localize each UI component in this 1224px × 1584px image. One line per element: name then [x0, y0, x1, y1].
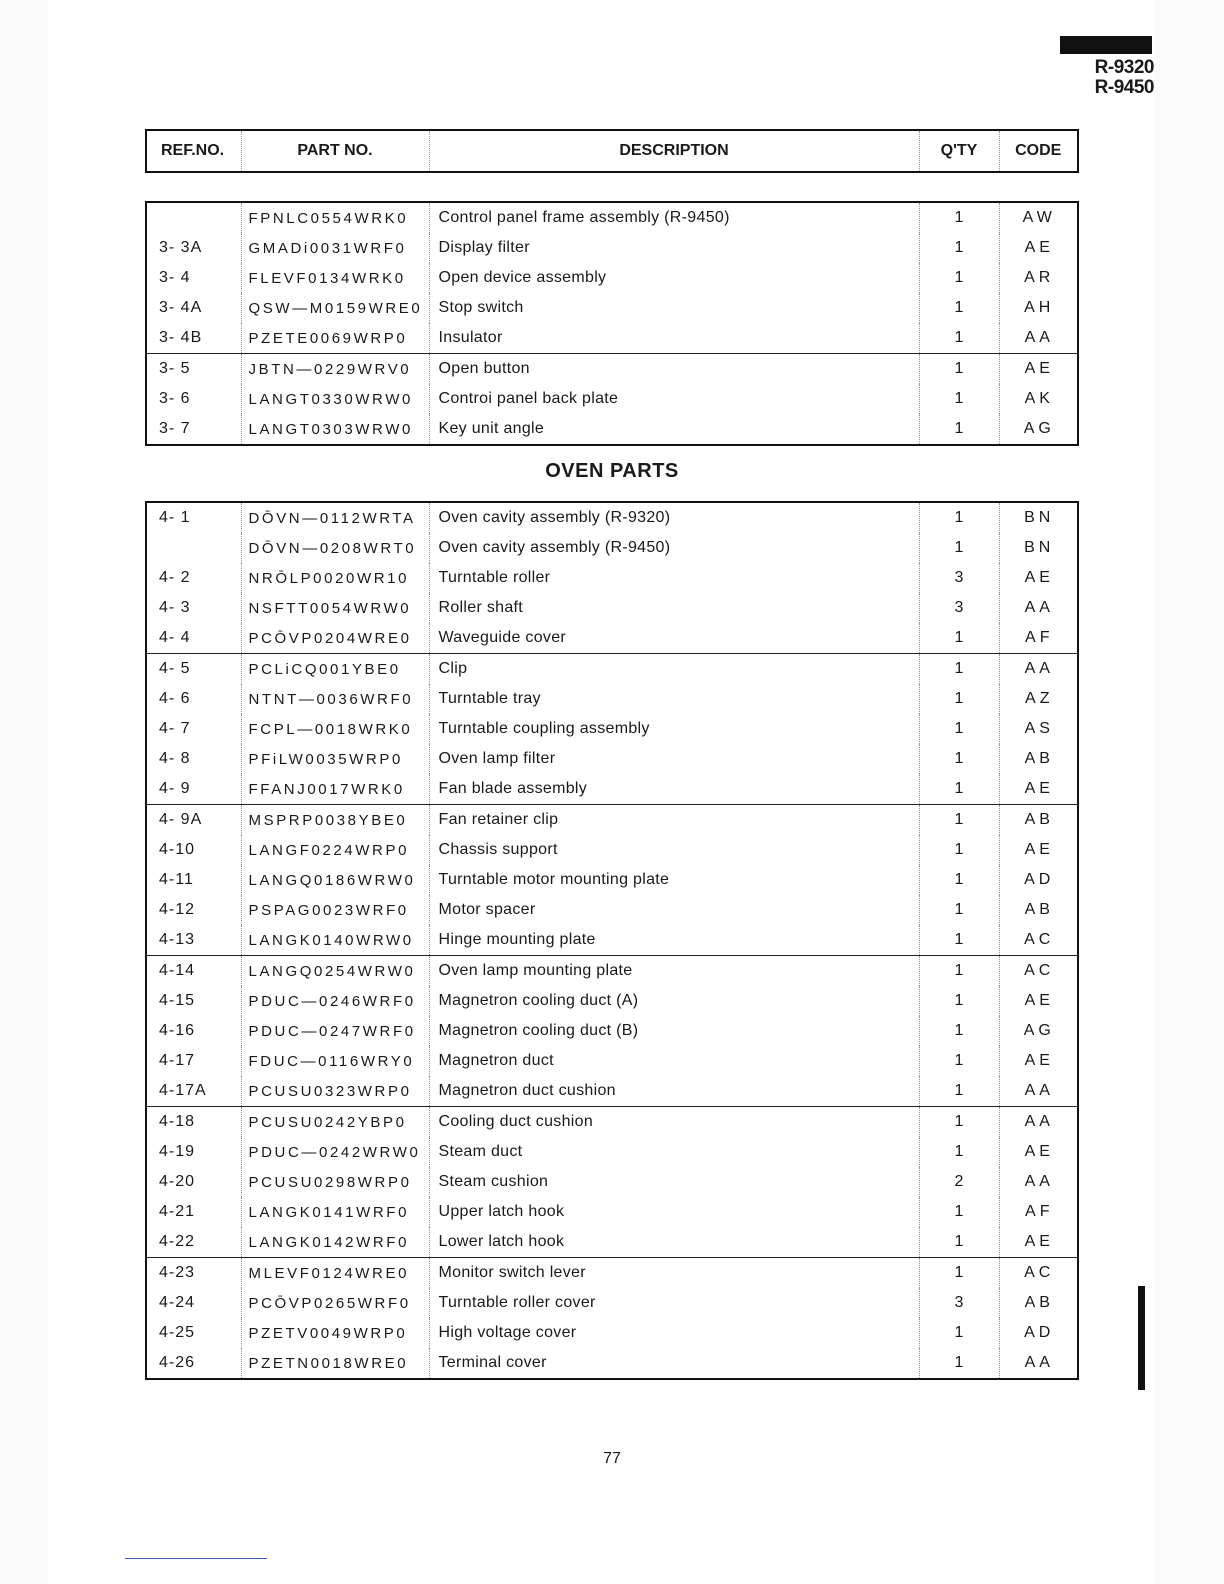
price-code-cell: AG — [999, 414, 1078, 445]
description-cell: Fan blade assembly — [429, 774, 919, 805]
quantity-cell: 3 — [919, 563, 999, 593]
part-no-cell: LANGK0142WRF0 — [241, 1227, 429, 1258]
table-row — [146, 714, 1078, 744]
ref-no-cell: 4- 2 — [159, 569, 191, 586]
model-number: R-9320 — [1094, 57, 1154, 78]
ref-no-cell: 4- 9A — [146, 805, 241, 836]
quantity-cell: 1 — [919, 1107, 999, 1138]
column-header-row — [146, 130, 1078, 172]
quantity-cell: 1 — [919, 1258, 999, 1289]
description-cell: Waveguide cover — [429, 623, 919, 654]
description-cell: Insulator — [429, 323, 919, 354]
part-no-cell: MSPRP0038YBE0 — [241, 805, 429, 836]
description-cell: Oven cavity assembly (R-9320) — [429, 502, 919, 533]
part-no-cell: PZETV0049WRP0 — [241, 1318, 429, 1348]
quantity-cell: 1 — [919, 1016, 999, 1046]
oven-parts-table — [145, 501, 1079, 1380]
description-cell: Clip — [429, 654, 919, 685]
price-code-cell: AA — [999, 1107, 1078, 1138]
quantity-cell: 1 — [919, 1318, 999, 1348]
table-row — [146, 1046, 1078, 1076]
quantity-cell: 1 — [919, 202, 999, 233]
ref-no-cell: 4-22 — [159, 1233, 196, 1250]
price-code-cell: AA — [999, 323, 1078, 354]
quantity-cell: 1 — [919, 293, 999, 323]
description-cell: Upper latch hook — [429, 1197, 919, 1227]
ref-no-cell: 4-21 — [159, 1203, 196, 1220]
table-row — [146, 384, 1078, 414]
price-code-cell: AF — [999, 1197, 1078, 1227]
ref-no-cell: 4-15 — [159, 992, 196, 1009]
ref-no-cell: 4- 3 — [159, 599, 191, 616]
price-code-cell: AB — [999, 744, 1078, 774]
ref-no-cell: 4- 1 — [159, 509, 191, 526]
price-code-cell: AE — [999, 986, 1078, 1016]
quantity-cell: 1 — [919, 354, 999, 385]
quantity-cell: 1 — [919, 233, 999, 263]
quantity-cell: 1 — [919, 623, 999, 654]
table-row — [146, 533, 1078, 563]
ref-no-cell: 4-10 — [159, 841, 196, 858]
price-code-cell: AE — [999, 354, 1078, 385]
table-row — [146, 744, 1078, 774]
table-row — [146, 1107, 1078, 1138]
ref-no-cell — [146, 533, 241, 563]
part-no-cell: NSFTT0054WRW0 — [241, 593, 429, 623]
ref-no-cell: 3- 5 — [146, 354, 241, 385]
description-cell: Monitor switch lever — [429, 1258, 919, 1289]
model-numbers — [1074, 58, 1154, 98]
ref-no-cell: 4-12 — [159, 901, 196, 918]
part-no-cell: PCŌVP0204WRE0 — [241, 623, 429, 654]
quantity-cell: 1 — [919, 684, 999, 714]
part-no-cell: LANGF0224WRP0 — [241, 835, 429, 865]
price-code-cell: AE — [999, 1046, 1078, 1076]
price-code-cell: AK — [999, 384, 1078, 414]
ref-no-cell: 4-13 — [159, 931, 196, 948]
description-cell: Control panel frame assembly (R-9450) — [429, 202, 919, 233]
price-code-cell: AS — [999, 714, 1078, 744]
ref-no-cell: 4-25 — [159, 1324, 196, 1341]
description-cell: Turntable roller cover — [429, 1288, 919, 1318]
description-cell: Oven cavity assembly (R-9450) — [429, 533, 919, 563]
table-row — [146, 502, 1078, 533]
price-code-cell: AB — [999, 1288, 1078, 1318]
part-no-cell: LANGK0140WRW0 — [241, 925, 429, 956]
price-code-cell: BN — [999, 533, 1078, 563]
page-edge — [0, 0, 48, 1584]
description-cell: Chassis support — [429, 835, 919, 865]
ref-no-cell: 4-20 — [159, 1173, 196, 1190]
price-code-cell: AD — [999, 865, 1078, 895]
description-cell: Motor spacer — [429, 895, 919, 925]
part-no-cell: FLEVF0134WRK0 — [241, 263, 429, 293]
part-no-cell: QSW—M0159WRE0 — [241, 293, 429, 323]
table-row — [146, 1227, 1078, 1258]
description-cell: Display filter — [429, 233, 919, 263]
description-cell: Oven lamp mounting plate — [429, 956, 919, 987]
ref-no-cell: 4- 9 — [159, 780, 191, 797]
table-row — [146, 1348, 1078, 1379]
quantity-cell: 1 — [919, 1197, 999, 1227]
table-row — [146, 986, 1078, 1016]
part-no-cell: PDUC—0242WRW0 — [241, 1137, 429, 1167]
part-no-cell: DŌVN—0208WRT0 — [241, 533, 429, 563]
price-code-cell: AA — [999, 1348, 1078, 1379]
ref-no-cell: 4-16 — [159, 1022, 196, 1039]
corner-index-bar — [1060, 36, 1152, 54]
table-row — [146, 925, 1078, 956]
table-row — [146, 1258, 1078, 1289]
quantity-cell: 1 — [919, 986, 999, 1016]
table-row — [146, 354, 1078, 385]
table-row — [146, 1137, 1078, 1167]
description-cell: Cooling duct cushion — [429, 1107, 919, 1138]
ref-no-cell: 4-14 — [146, 956, 241, 987]
description-cell: Steam duct — [429, 1137, 919, 1167]
part-no-cell: LANGT0303WRW0 — [241, 414, 429, 445]
part-no-cell: NRŌLP0020WR10 — [241, 563, 429, 593]
ref-no-cell: 3- 4A — [159, 299, 203, 316]
header-ref-no: REF.NO. — [161, 142, 225, 159]
price-code-cell: AC — [999, 956, 1078, 987]
table-row — [146, 865, 1078, 895]
quantity-cell: 1 — [919, 925, 999, 956]
ref-no-cell: 4-24 — [159, 1294, 196, 1311]
quantity-cell: 1 — [919, 1046, 999, 1076]
quantity-cell: 3 — [919, 593, 999, 623]
table-row — [146, 293, 1078, 323]
quantity-cell: 1 — [919, 774, 999, 805]
description-cell: Key unit angle — [429, 414, 919, 445]
divider — [125, 1558, 267, 1559]
quantity-cell: 1 — [919, 263, 999, 293]
part-no-cell: PCUSU0323WRP0 — [241, 1076, 429, 1107]
price-code-cell: AB — [999, 895, 1078, 925]
ref-no-cell: 4-17 — [159, 1052, 196, 1069]
description-cell: Controi panel back plate — [429, 384, 919, 414]
table-row — [146, 835, 1078, 865]
table-row — [146, 774, 1078, 805]
description-cell: High voltage cover — [429, 1318, 919, 1348]
description-cell: Turntable roller — [429, 563, 919, 593]
description-cell: Turntable tray — [429, 684, 919, 714]
quantity-cell: 1 — [919, 895, 999, 925]
table-row — [146, 263, 1078, 293]
quantity-cell: 1 — [919, 502, 999, 533]
price-code-cell: AA — [999, 593, 1078, 623]
part-no-cell: LANGT0330WRW0 — [241, 384, 429, 414]
quantity-cell: 1 — [919, 384, 999, 414]
description-cell: Open device assembly — [429, 263, 919, 293]
description-cell: Magnetron cooling duct (A) — [429, 986, 919, 1016]
description-cell: Hinge mounting plate — [429, 925, 919, 956]
table-row — [146, 1016, 1078, 1046]
description-cell: Magnetron cooling duct (B) — [429, 1016, 919, 1046]
price-code-cell: AE — [999, 1137, 1078, 1167]
quantity-cell: 1 — [919, 835, 999, 865]
price-code-cell: AH — [999, 293, 1078, 323]
table-row — [146, 623, 1078, 654]
price-code-cell: AC — [999, 925, 1078, 956]
price-code-cell: AE — [999, 233, 1078, 263]
part-no-cell: LANGQ0186WRW0 — [241, 865, 429, 895]
part-no-cell: PCLiCQ001YBE0 — [241, 654, 429, 685]
table-row — [146, 684, 1078, 714]
ref-no-cell: 4-17A — [159, 1082, 207, 1099]
quantity-cell: 1 — [919, 1137, 999, 1167]
price-code-cell: AD — [999, 1318, 1078, 1348]
table-row — [146, 202, 1078, 233]
ref-no-cell: 4-19 — [159, 1143, 196, 1160]
part-no-cell: LANGK0141WRF0 — [241, 1197, 429, 1227]
quantity-cell: 1 — [919, 865, 999, 895]
quantity-cell: 1 — [919, 533, 999, 563]
table-row — [146, 956, 1078, 987]
header-qty: Q'TY — [919, 130, 999, 172]
quantity-cell: 1 — [919, 714, 999, 744]
table-row — [146, 563, 1078, 593]
header-description: DESCRIPTION — [429, 130, 919, 172]
price-code-cell: AE — [999, 1227, 1078, 1258]
part-no-cell: PZETE0069WRP0 — [241, 323, 429, 354]
price-code-cell: AE — [999, 835, 1078, 865]
ref-no-cell: 3- 7 — [159, 420, 191, 437]
description-cell: Steam cushion — [429, 1167, 919, 1197]
page-edge-marker — [1138, 1286, 1145, 1390]
ref-no-cell: 4-26 — [159, 1354, 196, 1371]
description-cell: Open button — [429, 354, 919, 385]
page-edge — [1154, 0, 1224, 1584]
table-row — [146, 1076, 1078, 1107]
part-no-cell: PSPAG0023WRF0 — [241, 895, 429, 925]
table-row — [146, 805, 1078, 836]
ref-no-cell: 4- 4 — [159, 629, 191, 646]
part-no-cell: LANGQ0254WRW0 — [241, 956, 429, 987]
price-code-cell: AW — [999, 202, 1078, 233]
price-code-cell: AB — [999, 805, 1078, 836]
price-code-cell: AZ — [999, 684, 1078, 714]
quantity-cell: 1 — [919, 956, 999, 987]
table-row — [146, 1167, 1078, 1197]
quantity-cell: 1 — [919, 654, 999, 685]
table-row — [146, 654, 1078, 685]
control-panel-parts-table — [145, 201, 1079, 446]
part-no-cell: MLEVF0124WRE0 — [241, 1258, 429, 1289]
part-no-cell: FPNLC0554WRK0 — [241, 202, 429, 233]
description-cell: Magnetron duct cushion — [429, 1076, 919, 1107]
price-code-cell: BN — [999, 502, 1078, 533]
price-code-cell: AA — [999, 1076, 1078, 1107]
part-no-cell: JBTN—0229WRV0 — [241, 354, 429, 385]
model-number: R-9450 — [1094, 77, 1154, 98]
ref-no-cell — [146, 202, 241, 233]
part-no-cell: DŌVN—0112WRTA — [241, 502, 429, 533]
price-code-cell: AF — [999, 623, 1078, 654]
price-code-cell: AC — [999, 1258, 1078, 1289]
ref-no-cell: 3- 3A — [159, 239, 203, 256]
description-cell: Roller shaft — [429, 593, 919, 623]
description-cell: Turntable motor mounting plate — [429, 865, 919, 895]
table-row — [146, 1318, 1078, 1348]
price-code-cell: AG — [999, 1016, 1078, 1046]
quantity-cell: 1 — [919, 1076, 999, 1107]
description-cell: Magnetron duct — [429, 1046, 919, 1076]
quantity-cell: 1 — [919, 744, 999, 774]
part-no-cell: PCUSU0242YBP0 — [241, 1107, 429, 1138]
part-no-cell: FFANJ0017WRK0 — [241, 774, 429, 805]
part-no-cell: PFiLW0035WRP0 — [241, 744, 429, 774]
quantity-cell: 1 — [919, 414, 999, 445]
description-cell: Stop switch — [429, 293, 919, 323]
ref-no-cell: 4-18 — [146, 1107, 241, 1138]
price-code-cell: AA — [999, 1167, 1078, 1197]
ref-no-cell: 3- 6 — [159, 390, 191, 407]
table-row — [146, 895, 1078, 925]
quantity-cell: 1 — [919, 1348, 999, 1379]
quantity-cell: 2 — [919, 1167, 999, 1197]
part-no-cell: PZETN0018WRE0 — [241, 1348, 429, 1379]
price-code-cell: AE — [999, 563, 1078, 593]
price-code-cell: AE — [999, 774, 1078, 805]
ref-no-cell: 4- 7 — [159, 720, 191, 737]
ref-no-cell: 4-11 — [159, 871, 194, 888]
ref-no-cell: 4- 5 — [146, 654, 241, 685]
ref-no-cell: 4- 6 — [159, 690, 191, 707]
description-cell: Terminal cover — [429, 1348, 919, 1379]
header-code: CODE — [999, 130, 1078, 172]
price-code-cell: AA — [999, 654, 1078, 685]
description-cell: Oven lamp filter — [429, 744, 919, 774]
description-cell: Lower latch hook — [429, 1227, 919, 1258]
page-number: 77 — [603, 1450, 621, 1467]
table-row — [146, 414, 1078, 445]
quantity-cell: 1 — [919, 323, 999, 354]
ref-no-cell: 3- 4B — [159, 329, 203, 346]
quantity-cell: 3 — [919, 1288, 999, 1318]
table-row — [146, 233, 1078, 263]
description-cell: Turntable coupling assembly — [429, 714, 919, 744]
ref-no-cell: 3- 4 — [159, 269, 191, 286]
column-header-table — [145, 129, 1079, 173]
table-row — [146, 1288, 1078, 1318]
quantity-cell: 1 — [919, 805, 999, 836]
part-no-cell: NTNT—0036WRF0 — [241, 684, 429, 714]
part-no-cell: FCPL—0018WRK0 — [241, 714, 429, 744]
price-code-cell: AR — [999, 263, 1078, 293]
quantity-cell: 1 — [919, 1227, 999, 1258]
part-no-cell: PCŌVP0265WRF0 — [241, 1288, 429, 1318]
part-no-cell: PDUC—0247WRF0 — [241, 1016, 429, 1046]
section-title: OVEN PARTS — [545, 460, 679, 482]
table-row — [146, 593, 1078, 623]
ref-no-cell: 4- 8 — [159, 750, 191, 767]
header-part-no: PART NO. — [241, 130, 429, 172]
part-no-cell: FDUC—0116WRY0 — [241, 1046, 429, 1076]
description-cell: Fan retainer clip — [429, 805, 919, 836]
part-no-cell: PDUC—0246WRF0 — [241, 986, 429, 1016]
ref-no-cell: 4-23 — [146, 1258, 241, 1289]
part-no-cell: GMADi0031WRF0 — [241, 233, 429, 263]
table-row — [146, 323, 1078, 354]
part-no-cell: PCUSU0298WRP0 — [241, 1167, 429, 1197]
table-row — [146, 1197, 1078, 1227]
